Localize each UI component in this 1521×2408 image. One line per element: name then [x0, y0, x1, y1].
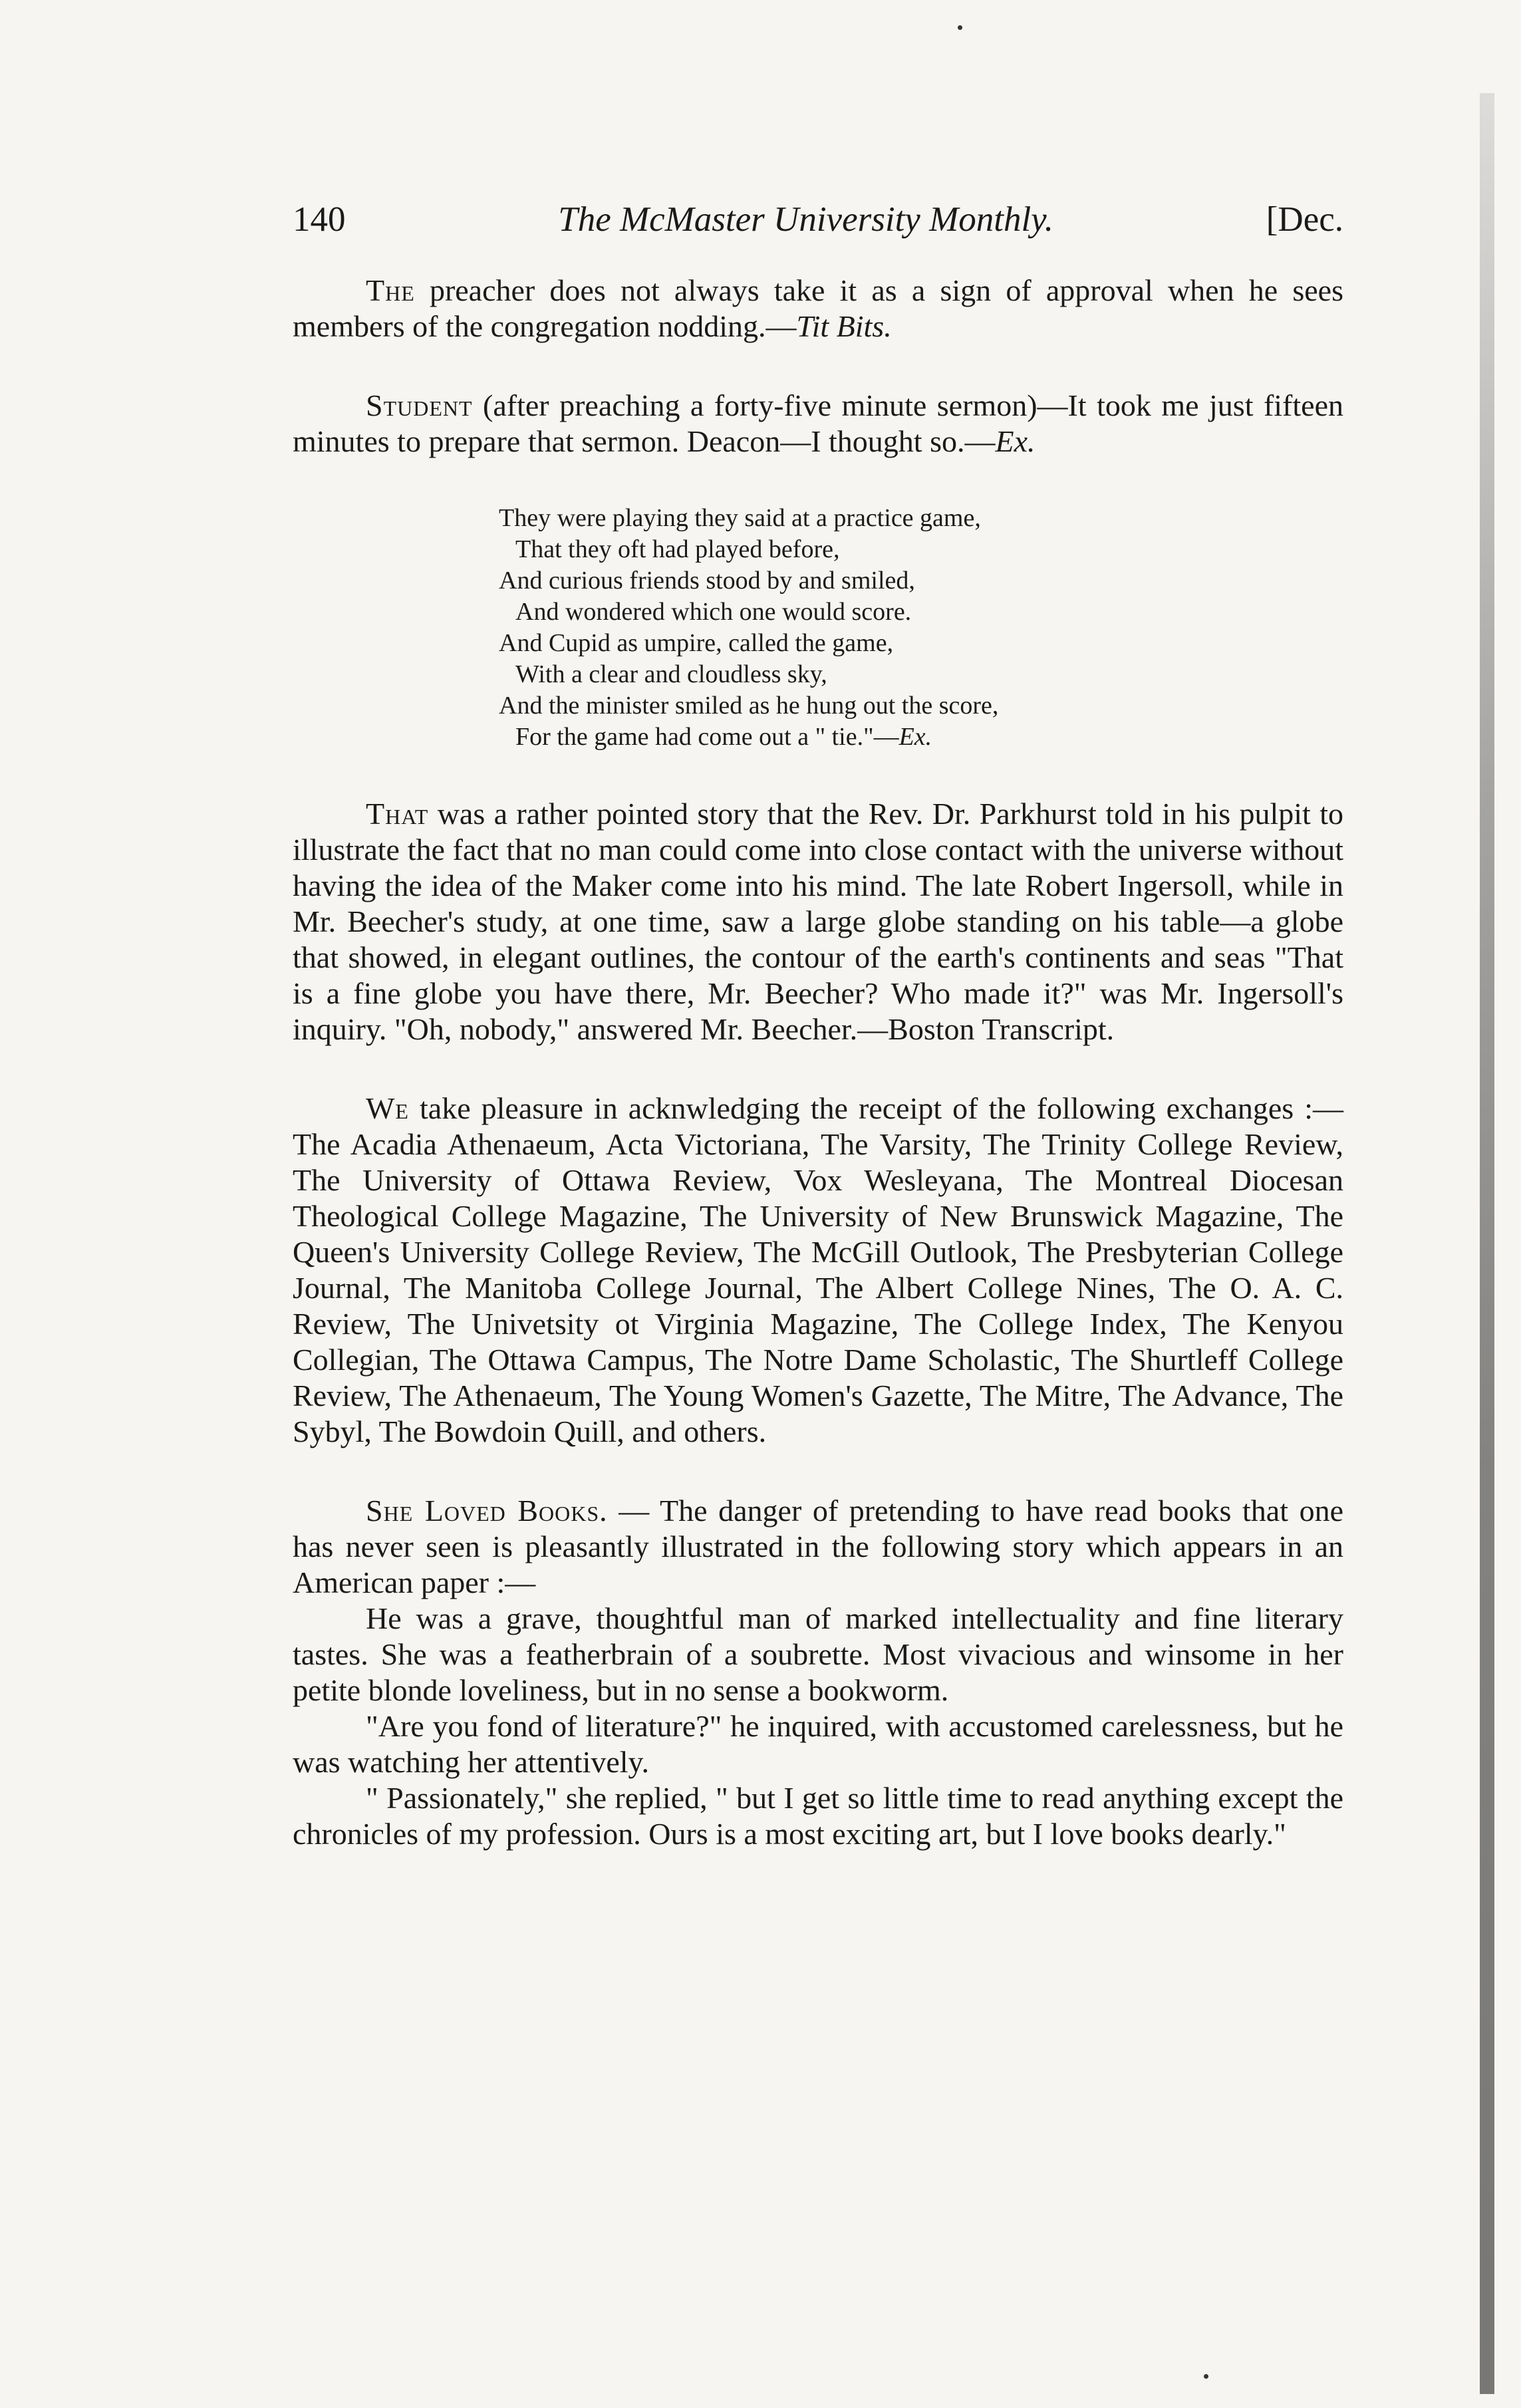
issue-month: [Dec. — [1266, 200, 1343, 239]
paragraph-exchanges — [293, 1091, 1343, 1450]
poem-line-text: For the game had come out a " tie."— — [515, 723, 899, 751]
lead-word: Student — [366, 388, 473, 422]
scan-speck — [958, 25, 962, 30]
journal-title: The McMaster University Monthly. — [558, 200, 1054, 239]
paragraph-passionately — [293, 1780, 1343, 1852]
scan-edge-shadow — [1480, 93, 1494, 2394]
paragraph-she-loved-books — [293, 1493, 1343, 1601]
poem-line: And Cupid as umpire, called the game, — [499, 629, 894, 657]
paragraph-parkhurst — [293, 796, 1343, 1047]
lead-word: We — [366, 1091, 409, 1125]
source-credit: Ex. — [899, 723, 932, 751]
paragraph-text: " Passionately," she replied, " but I get so little time to read anything except the chronicles of my profession. Ours is a most exciting art, but I love books dearly." — [293, 1781, 1343, 1851]
paragraph-text: take pleasure in acknwledging the receipt of the following exchanges :—The Acadia Athenaeum, Acta Victoriana, The Varsity, The Trinity College Review, The University of Ottawa Review, Vox Wesleyana, The Montreal Diocesan Theological College Magazine, The University of New Brunswick Magazine, The Queen's University College Review, The McGill Outlook, The Presbyterian College Journal, The Manitoba College Journal, The Albert College Nines, The O. A. C. Review, The Univetsity ot Virginia Magazine, The College Index, The Kenyou Collegian, The Ottawa Campus, The Notre Dame Scholastic, The Shurtleff College Review, The Athenaeum, The Young Women's Gazette, The Mitre, The Advance, The Sybyl, The Bowdoin Quill, and others. — [293, 1091, 1343, 1448]
paragraph-text: (after preaching a forty-five minute sermon)—It took me just fifteen minutes to prepare that sermon. Deacon—I thought so.— — [293, 388, 1343, 458]
poem-line — [499, 722, 1343, 753]
lead-word: That — [366, 797, 429, 831]
scan-speck — [1204, 2374, 1208, 2379]
paragraph-text: "Are you fond of literature?" he inquired, with accustomed carelessness, but he was watching her attentively. — [293, 1709, 1343, 1779]
paragraph-fond-of-literature — [293, 1708, 1343, 1780]
poem-line: And the minister smiled as he hung out the score, — [499, 692, 999, 720]
paragraph-text: preacher does not always take it as a sign of approval when he sees members of the congregation nodding.— — [293, 273, 1343, 343]
source-credit: Ex. — [995, 424, 1036, 458]
lead-word: The — [366, 273, 415, 307]
poem-line: And wondered which one would score. — [515, 598, 912, 626]
page-number: 140 — [293, 200, 346, 239]
poem-line: With a clear and cloudless sky, — [515, 660, 827, 688]
paragraph-text: He was a grave, thoughtful man of marked intellectuality and fine literary tastes. She was a featherbrain of a soubrette. Most vivacious and winsome in her petite blonde loveliness, but in no sense a bookworm. — [293, 1601, 1343, 1707]
paragraph-text: was a rather pointed story that the Rev. Dr. Parkhurst told in his pulpit to illustrate the fact that no man could come into close contact with the universe without having the idea of the Maker come into his mind. The late Robert Ingersoll, while in Mr. Beecher's study, at one time, saw a large globe standing on his table—a globe that showed, in elegant outlines, the contour of the earth's continents and seas "That is a fine globe you have there, Mr. Beecher? Who made it?" was Mr. Ingersoll's inquiry. "Oh, nobody," answered Mr. Beecher.—Boston Transcript. — [293, 797, 1343, 1046]
paragraph-preacher — [293, 273, 1343, 344]
poem-line: And curious friends stood by and smiled, — [499, 567, 915, 595]
lead-word: She Loved Books. — [366, 1494, 608, 1528]
poem — [499, 503, 1343, 753]
paragraph-grave-man — [293, 1601, 1343, 1708]
source-credit: Tit Bits. — [796, 309, 892, 343]
poem-line: They were playing they said at a practice game, — [499, 504, 981, 532]
paragraph-text: — The danger of pretending to have read books that one has never seen is pleasantly illustrated in the following story which appears in an American paper :— — [293, 1494, 1343, 1599]
poem-line: That they oft had played before, — [515, 535, 840, 563]
paragraph-student — [293, 388, 1343, 460]
page-body — [293, 200, 1343, 1852]
running-header — [293, 200, 1343, 239]
